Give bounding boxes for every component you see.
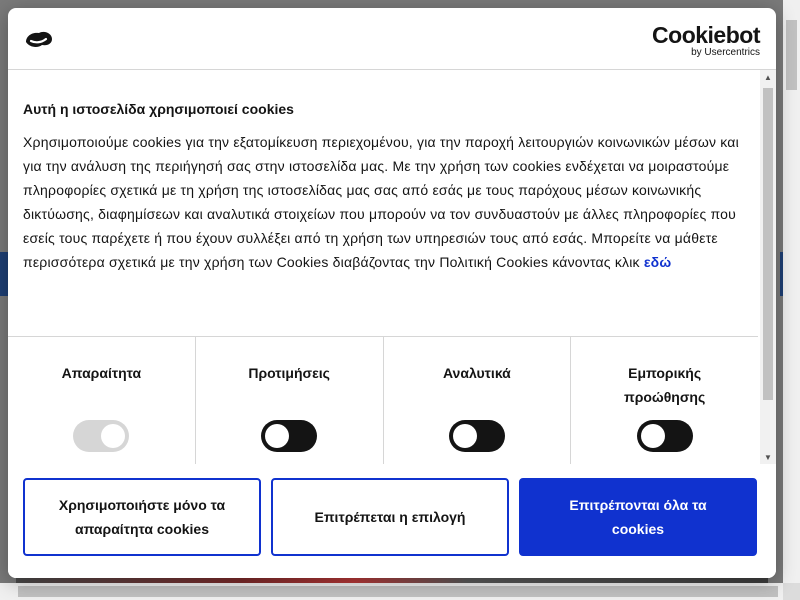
cookiebot-logo[interactable]	[652, 23, 760, 58]
marketing-toggle[interactable]	[637, 420, 693, 452]
cookiebot-brand: Cookiebot	[652, 22, 760, 48]
necessary-toggle	[73, 420, 129, 452]
page-vertical-scrollbar[interactable]	[783, 0, 800, 583]
page-horizontal-scrollbar[interactable]	[0, 583, 800, 600]
dialog-header	[8, 8, 776, 70]
toggle-knob	[101, 424, 125, 448]
dialog-content	[8, 70, 760, 464]
cookiebot-brand-sub: by Usercentrics	[691, 47, 760, 58]
preferences-toggle[interactable]	[261, 420, 317, 452]
category-label: Εμπορικής προώθησης	[623, 365, 706, 405]
background-nav-strip-left	[0, 252, 8, 296]
category-preferences	[196, 337, 384, 464]
consent-title: Αυτή η ιστοσελίδα χρησιμοποιεί cookies	[23, 101, 294, 117]
statistics-toggle[interactable]	[449, 420, 505, 452]
privacy-policy-link[interactable]: εδώ	[643, 254, 672, 270]
scrollbar-corner	[783, 583, 800, 600]
page-hscrollbar-thumb[interactable]	[18, 586, 778, 597]
category-necessary	[8, 337, 196, 464]
scroll-up-icon[interactable]: ▲	[764, 73, 772, 82]
cookie-cloud-icon	[22, 26, 54, 50]
content-scrollbar[interactable]	[760, 70, 776, 464]
category-marketing	[571, 337, 758, 464]
category-label: Αναλυτικά	[442, 365, 511, 381]
toggle-knob	[453, 424, 477, 448]
consent-categories	[8, 336, 758, 464]
page-scrollbar-thumb[interactable]	[786, 20, 797, 90]
allow-all-button[interactable]: Επιτρέπονται όλα τα cookies	[519, 478, 757, 556]
toggle-knob	[265, 424, 289, 448]
consent-description	[23, 130, 745, 274]
category-label: Απαραίτητα	[61, 365, 142, 381]
allow-selection-button[interactable]: Επιτρέπεται η επιλογή	[271, 478, 509, 556]
toggle-knob	[641, 424, 665, 448]
category-label: Προτιμήσεις	[248, 365, 330, 381]
content-scrollbar-thumb[interactable]	[763, 88, 773, 400]
cookie-consent-dialog	[8, 8, 776, 578]
description-text: Χρησιμοποιούμε cookies για την εξατομίκευση περιεχομένου, για την παροχή λειτουργιών κοινωνικών μέσων και για την ανάλυση της περιήγησή σας στην ιστοσελίδα μας. Με την χρήση των cookies ενδέχεται να μοιραστούμε πληροφορίες σχετικά με τη χρήση της ιστοσελίδας μας σας από εσάς με τους παρόχους μέσων κοινωνικής δικτύωσης, διαφημίσεων και αναλυτικά στοιχείων που μπορούν να τον συνδυαστούν με άλλες πληροφορίες που εσείς τους παρέχετε ή που έχουν συλλέξει από τη χρήση των υπηρεσιών τους από εσάς. Μπορείτε να μάθετε περισσότερα σχετικά με την χρήση των Cookies διαβάζοντας την Πολιτική Cookies κάνοντας κλικ	[23, 134, 739, 270]
category-statistics	[384, 337, 572, 464]
dialog-footer	[8, 464, 776, 578]
scroll-down-icon[interactable]: ▼	[764, 453, 772, 462]
use-necessary-only-button[interactable]: Χρησιμοποιήστε μόνο τα απαραίτητα cookies	[23, 478, 261, 556]
